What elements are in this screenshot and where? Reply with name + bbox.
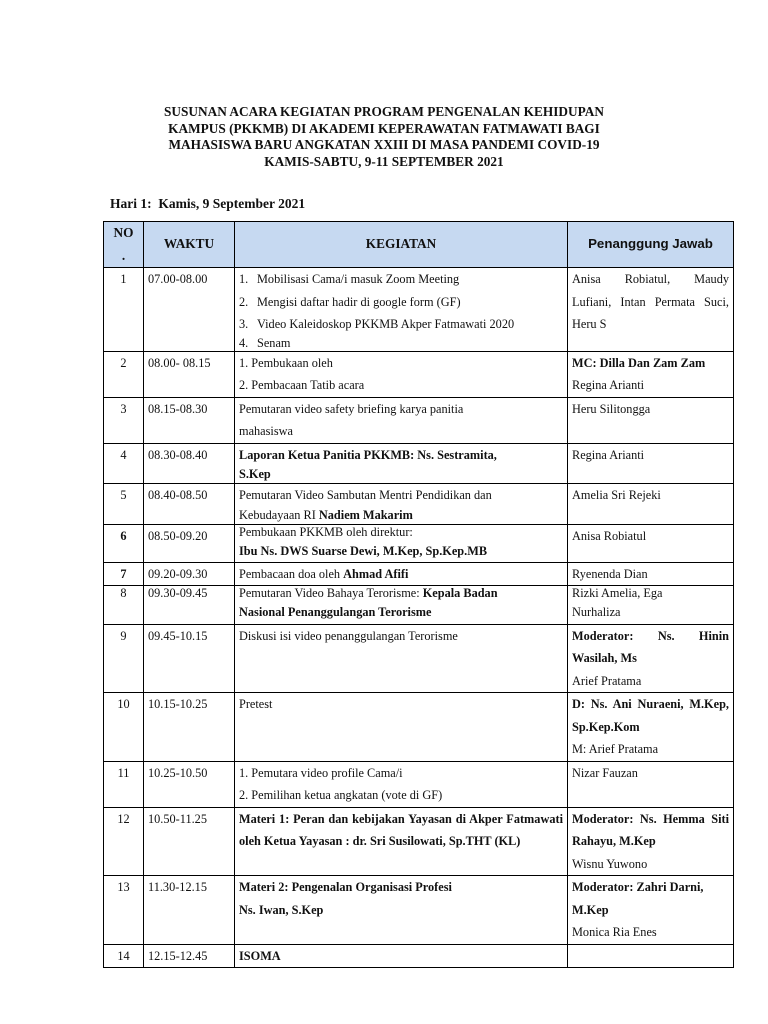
cell-penanggung-jawab: Anisa Robiatul bbox=[568, 524, 734, 562]
cell-penanggung-jawab: Moderator: Zahri Darni, M.Kep Monica Ria Enes bbox=[568, 876, 734, 945]
cell-penanggung-jawab: Moderator: Ns. Hinin Wasilah, Ms Arief Pratama bbox=[568, 624, 734, 693]
cell-waktu: 10.15-10.25 bbox=[144, 693, 235, 762]
title-line: MAHASISWA BARU ANGKATAN XXIII DI MASA PANDEMI COVID-19 bbox=[168, 137, 600, 152]
cell-kegiatan: 1. Pembukaan oleh 2. Pembacaan Tatib acara bbox=[235, 351, 568, 397]
cell-penanggung-jawab: Nizar Fauzan bbox=[568, 761, 734, 807]
table-row bbox=[104, 693, 734, 762]
cell-no: 3 bbox=[104, 397, 144, 443]
cell-waktu: 10.50-11.25 bbox=[144, 807, 235, 876]
table-row bbox=[104, 876, 734, 945]
title-line: KAMIS-SABTU, 9-11 SEPTEMBER 2021 bbox=[264, 153, 504, 169]
cell-penanggung-jawab: MC: Dilla Dan Zam Zam Regina Arianti bbox=[568, 351, 734, 397]
cell-waktu: 11.30-12.15 bbox=[144, 876, 235, 945]
table-row bbox=[104, 484, 734, 525]
table-row bbox=[104, 443, 734, 484]
cell-no: 7 bbox=[104, 562, 144, 586]
cell-kegiatan: Materi 2: Pengenalan Organisasi Profesi Ns. Iwan, S.Kep bbox=[235, 876, 568, 945]
cell-waktu: 12.15-12.45 bbox=[144, 944, 235, 968]
table-row bbox=[104, 586, 734, 625]
activity-item: 3. Video Kaleidoskop PKKMB Akper Fatmawati 2020 bbox=[239, 317, 515, 331]
table-row bbox=[104, 397, 734, 443]
table-row bbox=[104, 562, 734, 586]
activity-item: 1. Mobilisasi Cama/i masuk Zoom Meeting bbox=[239, 272, 460, 286]
table-row bbox=[104, 807, 734, 876]
cell-no: 5 bbox=[104, 484, 144, 525]
title-line: SUSUNAN ACARA KEGIATAN PROGRAM PENGENALAN KEHIDUPAN bbox=[164, 104, 604, 119]
table-row bbox=[104, 624, 734, 693]
table-row bbox=[104, 524, 734, 562]
cell-no: 12 bbox=[104, 807, 144, 876]
header-penanggung-jawab: Penanggung Jawab bbox=[568, 222, 734, 268]
cell-no: 10 bbox=[104, 693, 144, 762]
header-waktu: WAKTU bbox=[144, 222, 235, 268]
cell-penanggung-jawab bbox=[568, 944, 734, 968]
cell-waktu: 09.45-10.15 bbox=[144, 624, 235, 693]
header-no: NO . bbox=[104, 222, 144, 268]
cell-waktu: 08.50-09.20 bbox=[144, 524, 235, 562]
day-heading: Hari 1: Kamis, 9 September 2021 bbox=[110, 196, 306, 211]
table-row bbox=[104, 944, 734, 968]
cell-no: 14 bbox=[104, 944, 144, 968]
cell-no: 13 bbox=[104, 876, 144, 945]
cell-no: 4 bbox=[104, 443, 144, 484]
cell-penanggung-jawab: Ryenenda Dian bbox=[568, 562, 734, 586]
header-kegiatan: KEGIATAN bbox=[235, 222, 568, 268]
cell-kegiatan: ISOMA bbox=[235, 944, 568, 968]
cell-waktu: 08.15-08.30 bbox=[144, 397, 235, 443]
cell-kegiatan: Pemutaran video safety briefing karya panitia mahasiswa bbox=[235, 397, 568, 443]
cell-waktu: 09.20-09.30 bbox=[144, 562, 235, 586]
cell-penanggung-jawab: Anisa Robiatul, Maudy Lufiani, Intan Permata Suci, Heru S bbox=[568, 268, 734, 352]
cell-kegiatan: Pemutaran Video Bahaya Terorisme: Kepala Badan Nasional Penanggulangan Terorisme bbox=[235, 586, 568, 625]
cell-waktu: 08.00- 08.15 bbox=[144, 351, 235, 397]
table-row bbox=[104, 761, 734, 807]
cell-waktu: 09.30-09.45 bbox=[144, 586, 235, 625]
table-header-row bbox=[104, 222, 734, 268]
cell-penanggung-jawab: Heru Silitongga bbox=[568, 397, 734, 443]
cell-penanggung-jawab: D: Ns. Ani Nuraeni, M.Kep, Sp.Kep.Kom M: Arief Pratama bbox=[568, 693, 734, 762]
cell-kegiatan: Diskusi isi video penanggulangan Terorisme bbox=[235, 624, 568, 693]
cell-waktu: 10.25-10.50 bbox=[144, 761, 235, 807]
document-title bbox=[100, 104, 668, 170]
cell-no: 9 bbox=[104, 624, 144, 693]
cell-penanggung-jawab: Regina Arianti bbox=[568, 443, 734, 484]
title-line: KAMPUS (PKKMB) DI AKADEMI KEPERAWATAN FATMAWATI BAGI bbox=[168, 120, 600, 136]
cell-kegiatan: Pretest bbox=[235, 693, 568, 762]
cell-kegiatan: Laporan Ketua Panitia PKKMB: Ns. Sestramita, S.Kep bbox=[235, 443, 568, 484]
cell-waktu: 08.30-08.40 bbox=[144, 443, 235, 484]
cell-penanggung-jawab: Amelia Sri Rejeki bbox=[568, 484, 734, 525]
cell-penanggung-jawab: Rizki Amelia, Ega Nurhaliza bbox=[568, 586, 734, 625]
cell-kegiatan: Pemutaran Video Sambutan Mentri Pendidikan dan Kebudayaan RI Nadiem Makarim bbox=[235, 484, 568, 525]
cell-waktu: 07.00-08.00 bbox=[144, 268, 235, 352]
cell-penanggung-jawab: Moderator: Ns. Hemma Siti Rahayu, M.Kep Wisnu Yuwono bbox=[568, 807, 734, 876]
cell-waktu: 08.40-08.50 bbox=[144, 484, 235, 525]
cell-no: 2 bbox=[104, 351, 144, 397]
cell-kegiatan: Materi 1: Peran dan kebijakan Yayasan di Akper Fatmawati oleh Ketua Yayasan : dr. Sri Susilowati, Sp.THT (KL) bbox=[235, 807, 568, 876]
cell-no: 11 bbox=[104, 761, 144, 807]
cell-no: 8 bbox=[104, 586, 144, 625]
cell-kegiatan: Pembukaan PKKMB oleh direktur: Ibu Ns. DWS Suarse Dewi, M.Kep, Sp.Kep.MB bbox=[235, 524, 568, 562]
schedule-table bbox=[103, 221, 734, 968]
cell-no: 6 bbox=[104, 524, 144, 562]
cell-no: 1 bbox=[104, 268, 144, 352]
cell-kegiatan: Pembacaan doa oleh Ahmad Afifi bbox=[235, 562, 568, 586]
cell-kegiatan bbox=[235, 268, 568, 352]
activity-item: 2. Mengisi daftar hadir di google form (GF) bbox=[239, 294, 461, 309]
activity-item: 4. Senam bbox=[239, 335, 291, 350]
table-row bbox=[104, 351, 734, 397]
cell-kegiatan: 1. Pemutara video profile Cama/i 2. Pemilihan ketua angkatan (vote di GF) bbox=[235, 761, 568, 807]
table-row bbox=[104, 268, 734, 352]
